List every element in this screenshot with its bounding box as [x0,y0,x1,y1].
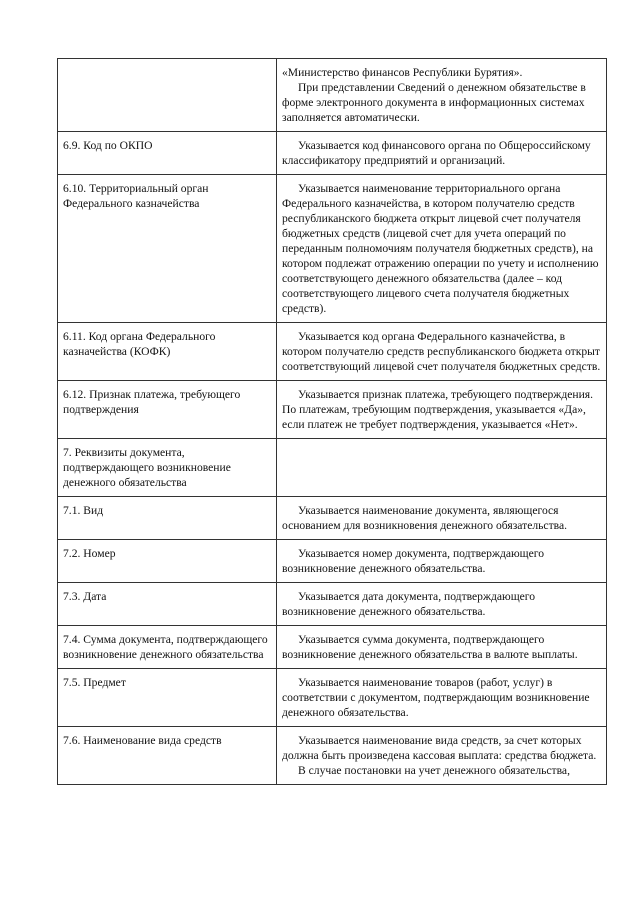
table-row [58,626,607,669]
field-description-cell [277,175,607,323]
table-row [58,497,607,540]
table-row [58,727,607,785]
requisites-table [57,58,607,785]
field-description-cell [277,540,607,583]
table-row [58,583,607,626]
description-paragraph: Указывается код финансового органа по Общероссийскому классификатору предприятий и организаций. [282,139,591,167]
field-name-cell: 6.11. Код органа Федерального казначейства (КОФК) [58,323,277,381]
table-row [58,132,607,175]
field-name-cell: 7.5. Предмет [58,669,277,727]
field-description-cell [277,132,607,175]
description-paragraph: Указывается наименование товаров (работ, услуг) в соответствии с документом, подтверждающим возникновение денежного обязательства. [282,676,590,719]
description-paragraph: Указывается дата документа, подтверждающего возникновение денежного обязательства. [282,590,536,618]
field-name-cell: 6.9. Код по ОКПО [58,132,277,175]
table-row [58,669,607,727]
field-name-cell: 6.12. Признак платежа, требующего подтверждения [58,381,277,439]
field-name-cell: 7.2. Номер [58,540,277,583]
field-description-cell [277,323,607,381]
table-row [58,323,607,381]
table-row [58,175,607,323]
field-name-cell: 7.3. Дата [58,583,277,626]
table-row [58,540,607,583]
field-name-cell [58,59,277,132]
field-description-cell [277,439,607,497]
table-row [58,59,607,132]
field-description-cell [277,583,607,626]
field-name-cell: 7. Реквизиты документа, подтверждающего возникновение денежного обязательства [58,439,277,497]
field-description-cell [277,381,607,439]
description-paragraph: «Министерство финансов Республики Бурятия». [282,66,523,79]
description-paragraph: Указывается номер документа, подтверждающего возникновение денежного обязательства. [282,547,544,575]
field-description-cell [277,727,607,785]
field-description-cell [277,626,607,669]
description-paragraph: Указывается наименование документа, являющегося основанием для возникновения денежного обязательства. [282,504,568,532]
description-paragraph: Указывается код органа Федерального казначейства, в котором получателю средств республиканского бюджета открыт соответствующий лицевой счет получателя бюджетных средств. [282,330,601,373]
field-description-cell [277,669,607,727]
field-name-cell: 7.4. Сумма документа, подтверждающего возникновение денежного обязательства [58,626,277,669]
table-row [58,381,607,439]
description-paragraph: Указывается сумма документа, подтверждающего возникновение денежного обязательства в валюте выплаты. [282,633,578,661]
table-row [58,439,607,497]
requisites-table-body [58,59,607,785]
description-paragraph: В случае постановки на учет денежного обязательства, [298,764,570,777]
field-name-cell: 7.1. Вид [58,497,277,540]
field-name-cell: 7.6. Наименование вида средств [58,727,277,785]
description-paragraph: При представлении Сведений о денежном обязательстве в форме электронного документа в информационных системах заполняется автоматически. [282,81,586,124]
field-name-cell: 6.10. Территориальный орган Федерального казначейства [58,175,277,323]
description-paragraph: Указывается признак платежа, требующего подтверждения. По платежам, требующим подтверждения, указывается «Да», если платеж не требует подтверждения, указывается «Нет». [282,388,594,431]
field-description-cell [277,497,607,540]
description-paragraph: Указывается наименование вида средств, за счет которых должна быть произведена кассовая выплата: средства бюджета. [282,734,597,762]
field-description-cell [277,59,607,132]
description-paragraph: Указывается наименование территориального органа Федерального казначейства, в котором получателю средств республиканского бюджета открыт лицевой счет получателя бюджетных средств (лицевой счет для учета операций по переданным полномочиям получателя бюджетных средств), на котором подлежат отражению операции по учету и исполнению соответствующего денежного обязательства (далее – код соответствующего лицевого счета получателя бюджетных средств). [282,182,599,315]
